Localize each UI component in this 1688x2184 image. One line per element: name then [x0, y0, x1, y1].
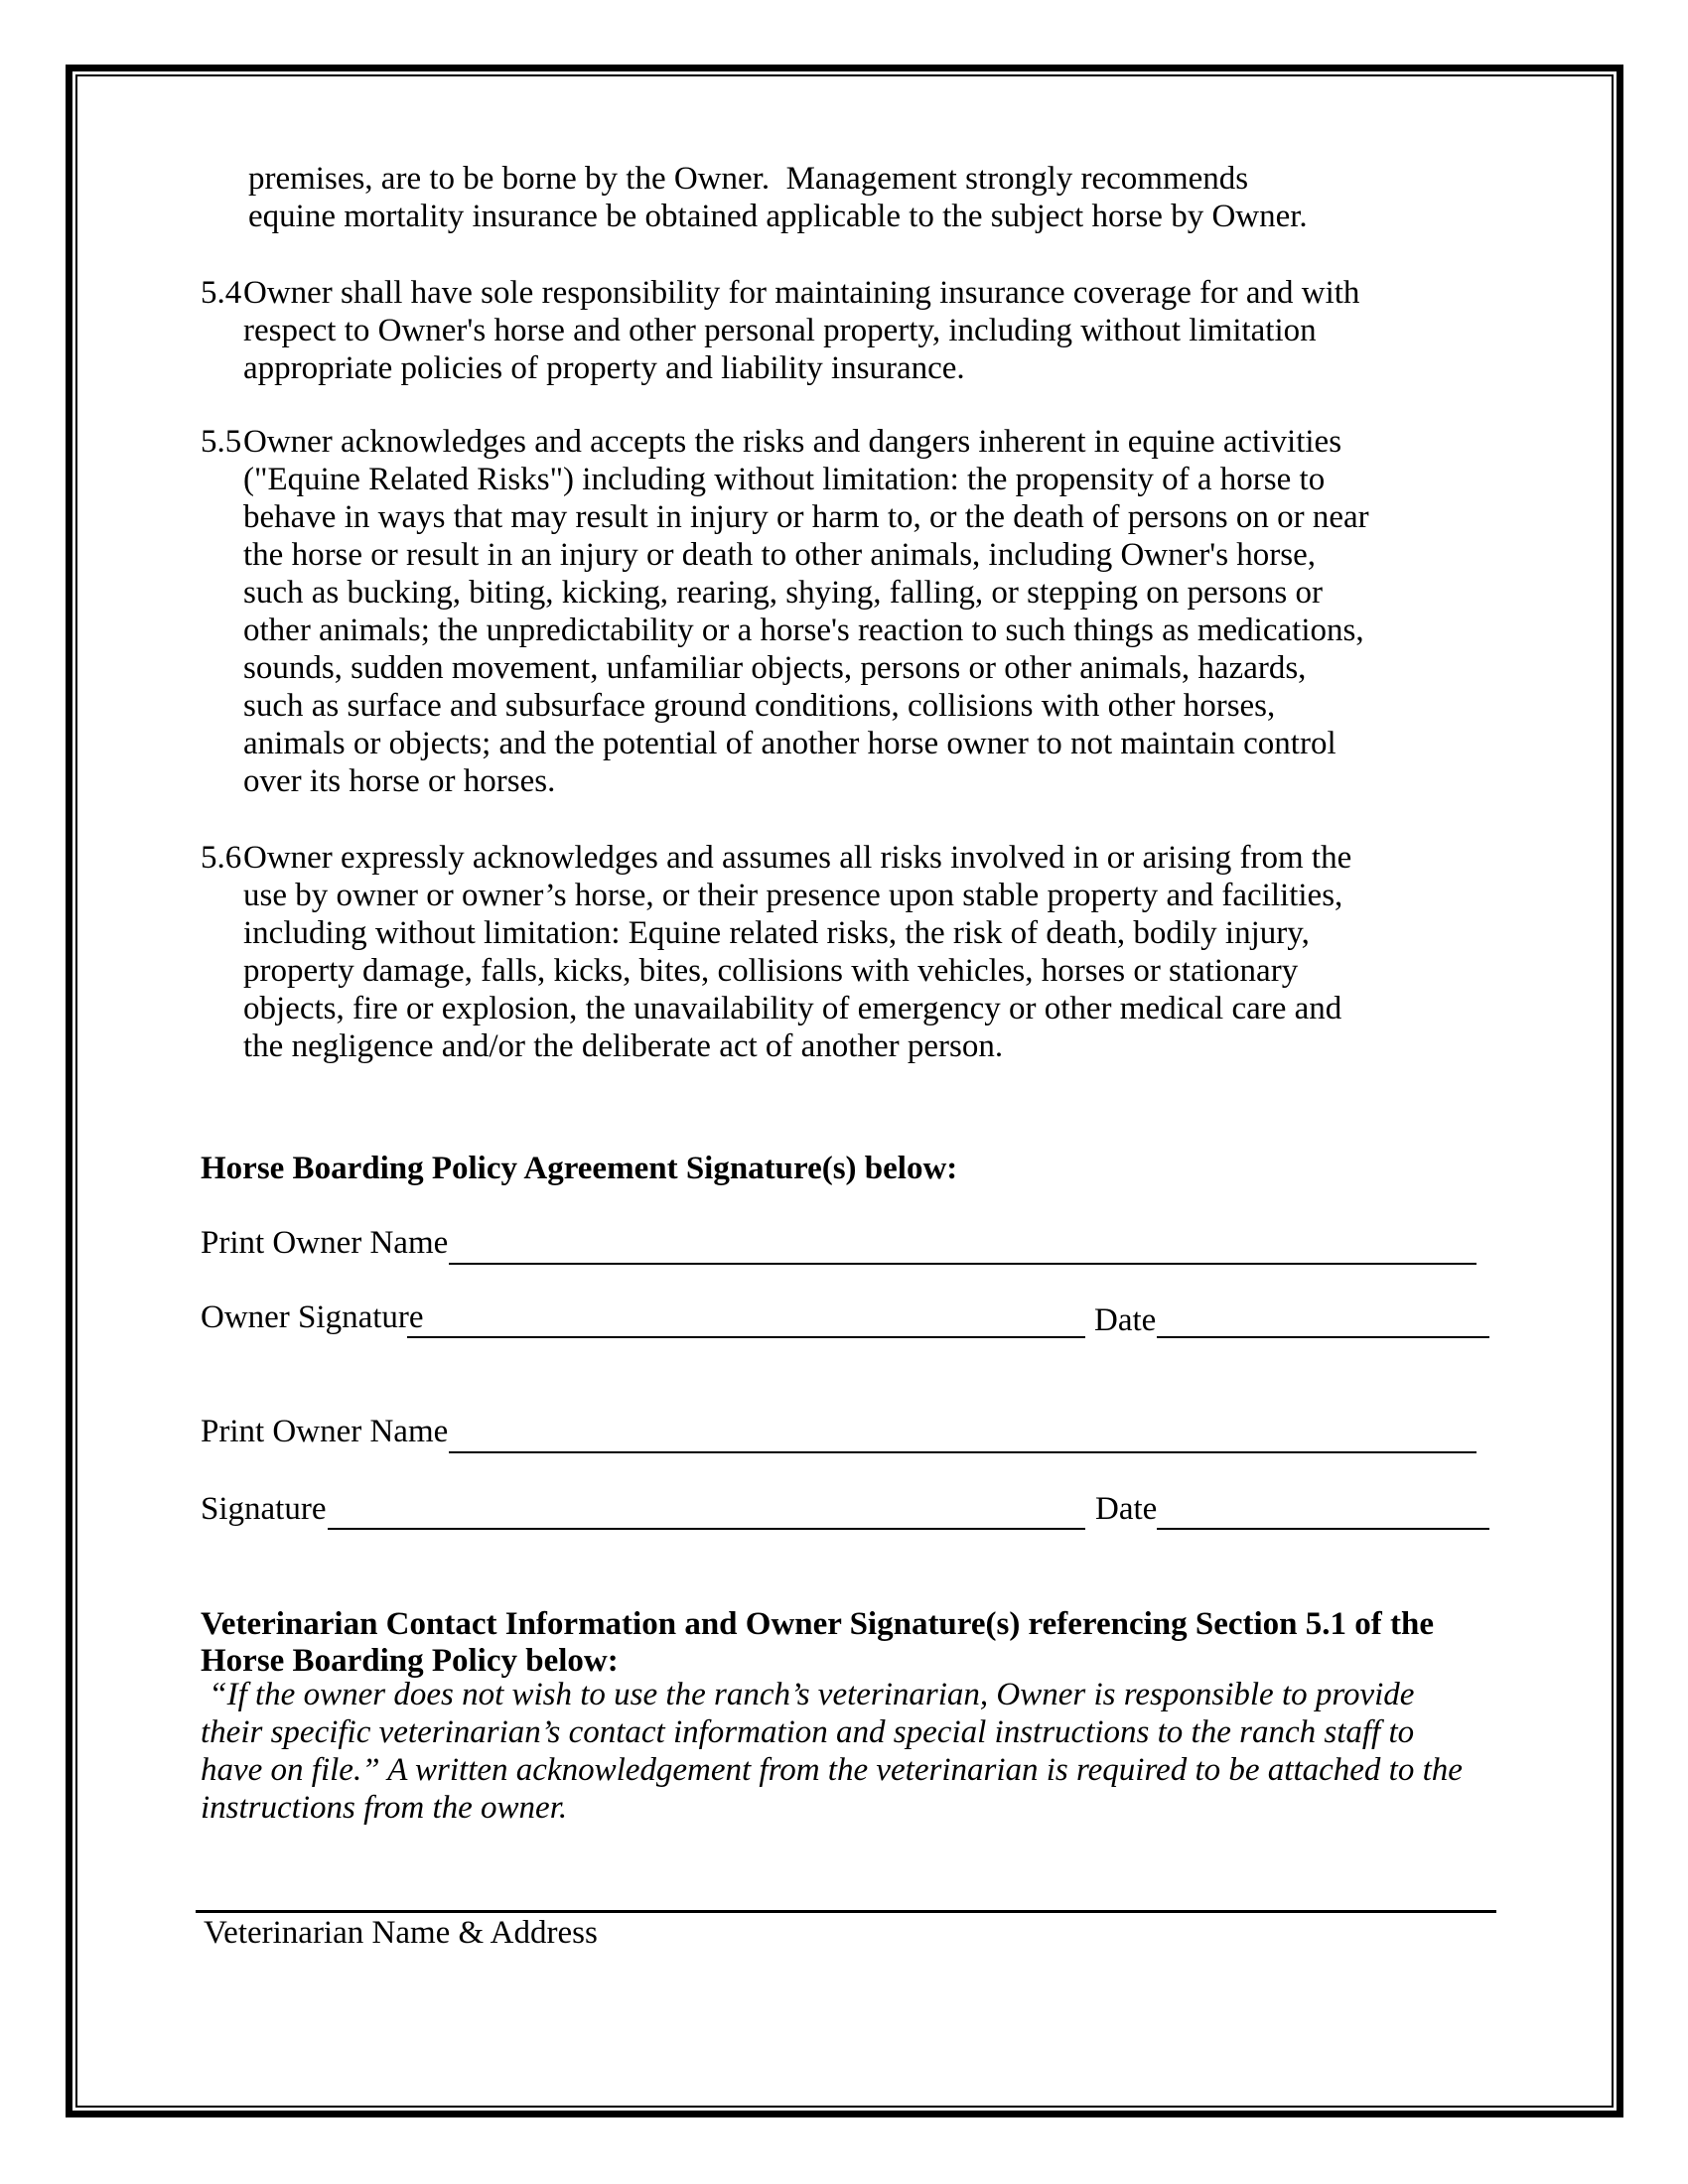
print-owner-name-field-2[interactable] [449, 1451, 1477, 1453]
clause-5-4-text: Owner shall have sole responsibility for maintaining insurance coverage for and with respect to Owner's horse and other personal property, including without limitation appropriate policies of property and liability insurance. [243, 275, 1360, 386]
signature-label: Signature [201, 1491, 327, 1527]
clause-5-5-number: 5.5 [201, 424, 242, 460]
date-label-1: Date [1094, 1302, 1157, 1338]
intro-continuation-paragraph: premises, are to be borne by the Owner. Management strongly recommends equine mortality insurance be obtained applicable to the subject horse by Owner. [248, 161, 1308, 234]
clause-5-4-number: 5.4 [201, 275, 242, 311]
signature-field[interactable] [328, 1528, 1085, 1530]
owner-signature-label: Owner Signature [201, 1299, 424, 1335]
signature-section-heading: Horse Boarding Policy Agreement Signature(s) below: [201, 1151, 958, 1186]
vet-section-heading: Veterinarian Contact Information and Owner Signature(s) referencing Section 5.1 of the Horse Boarding Policy below: [201, 1606, 1434, 1679]
clause-5-6-text: Owner expressly acknowledges and assumes all risks involved in or arising from the use by owner or owner’s horse, or their presence upon stable property and facilities, including without limitation: Equine related risks, the risk of death, bodily injury, property damage, falls, kicks, bites, collisions with vehicles, horses or stationary objects, fire or explosion, the unavailability of emergency or other medical care and the negligence and/or the deliberate act of another person. [243, 840, 1352, 1064]
print-owner-name-label-1: Print Owner Name [201, 1225, 449, 1261]
owner-signature-field[interactable] [407, 1336, 1085, 1338]
date-field-2[interactable] [1157, 1528, 1489, 1530]
date-label-2: Date [1095, 1491, 1158, 1527]
vet-name-address-field[interactable] [196, 1910, 1496, 1913]
print-owner-name-label-2: Print Owner Name [201, 1414, 449, 1449]
vet-name-address-label: Veterinarian Name & Address [204, 1915, 598, 1951]
date-field-1[interactable] [1157, 1336, 1489, 1338]
clause-5-6-number: 5.6 [201, 840, 242, 876]
clause-5-5-text: Owner acknowledges and accepts the risks and dangers inherent in equine activities ("Equine Related Risks") including without limitation: the propensity of a horse to behave in ways that may result in injury or harm to, or the death of persons on or near the horse or result in an injury or death to other animals, including Owner's horse, such as bucking, biting, kicking, rearing, shying, falling, or stepping on persons or other animals; the unpredictability or a horse's reaction to such things as medications, sounds, sudden movement, unfamiliar objects, persons or other animals, hazards, such as surface and subsurface ground conditions, collisions with other horses, animals or objects; and the potential of another horse owner to not maintain control over its horse or horses. [243, 424, 1369, 799]
vet-section-note: “If the owner does not wish to use the ranch’s veterinarian, Owner is responsible to provide their specific veterinarian’s contact information and special instructions to the ranch staff to have on file.” A written acknowledgement from the veterinarian is required to be attached to the instructions from the owner. [201, 1677, 1463, 1826]
print-owner-name-field-1[interactable] [449, 1263, 1477, 1265]
